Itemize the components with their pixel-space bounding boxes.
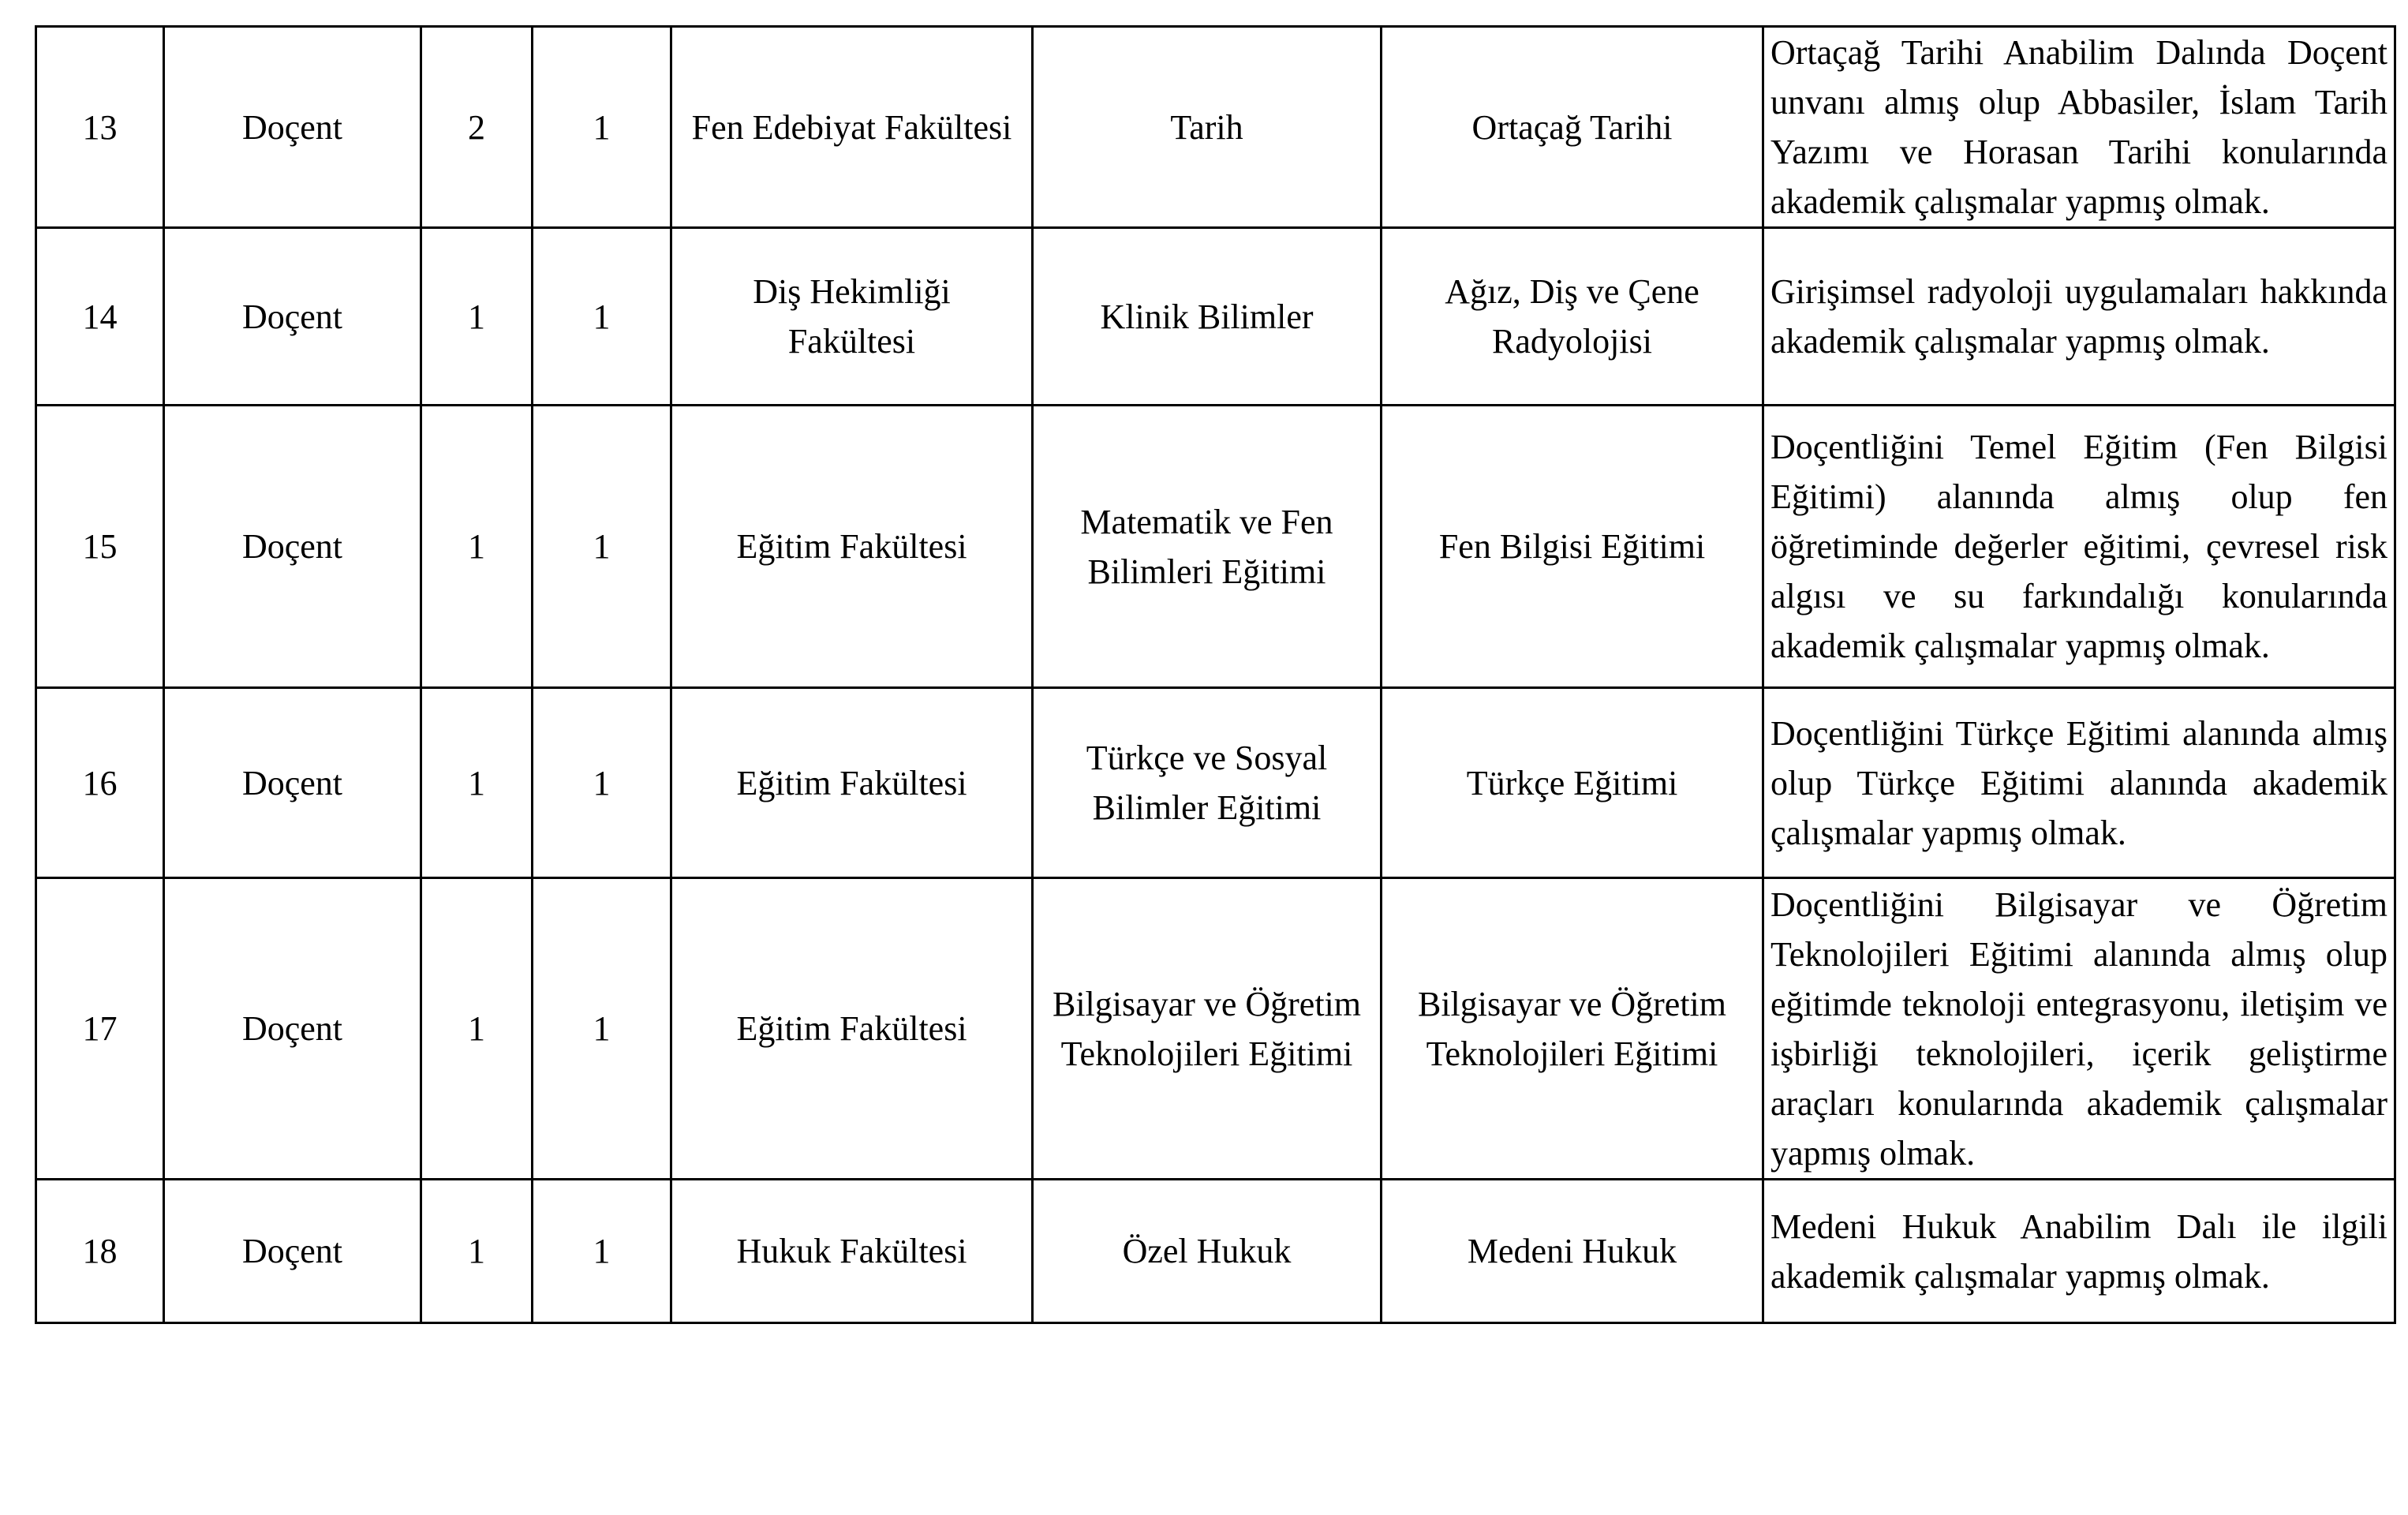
requirements-cell: Doçentliğini Türkçe Eğitimi alanında almış olup Türkçe Eğitimi alanında akademik çalışmalar yapmış olmak.	[1763, 688, 2395, 878]
row-number: 18	[36, 1180, 164, 1323]
department-cell: Klinik Bilimler	[1033, 228, 1382, 406]
staff-positions-table	[35, 25, 2396, 1324]
requirements-cell: Doçentliğini Temel Eğitim (Fen Bilgisi Eğitimi) alanında almış olup fen öğretiminde değerler eğitimi, çevresel risk algısı ve su farkındalığı konularında akademik çalışmalar yapmış olmak.	[1763, 406, 2395, 688]
division-cell: Medeni Hukuk	[1382, 1180, 1763, 1323]
table-row	[36, 228, 2395, 406]
table-row	[36, 27, 2395, 228]
requirements-cell: Ortaçağ Tarihi Anabilim Dalında Doçent unvanı almış olup Abbasiler, İslam Tarih Yazımı ve Horasan Tarihi konularında akademik çalışmalar yapmış olmak.	[1763, 27, 2395, 228]
faculty-cell: Hukuk Fakültesi	[671, 1180, 1033, 1323]
title-cell: Doçent	[164, 1180, 421, 1323]
title-cell: Doçent	[164, 228, 421, 406]
faculty-cell: Eğitim Fakültesi	[671, 688, 1033, 878]
table-row	[36, 688, 2395, 878]
division-cell: Fen Bilgisi Eğitimi	[1382, 406, 1763, 688]
degree-cell: 1	[421, 688, 533, 878]
department-cell: Matematik ve Fen Bilimleri Eğitimi	[1033, 406, 1382, 688]
requirements-cell: Medeni Hukuk Anabilim Dalı ile ilgili akademik çalışmalar yapmış olmak.	[1763, 1180, 2395, 1323]
requirements-cell: Girişimsel radyoloji uygulamaları hakkında akademik çalışmalar yapmış olmak.	[1763, 228, 2395, 406]
degree-cell: 2	[421, 27, 533, 228]
table-row	[36, 1180, 2395, 1323]
degree-cell: 1	[421, 1180, 533, 1323]
division-cell: Ağız, Diş ve Çene Radyolojisi	[1382, 228, 1763, 406]
degree-cell: 1	[421, 228, 533, 406]
degree-cell: 1	[421, 406, 533, 688]
requirements-cell: Doçentliğini Bilgisayar ve Öğretim Teknolojileri Eğitimi alanında almış olup eğitimde teknoloji entegrasyonu, iletişim ve işbirliği teknolojileri, içerik geliştirme araçları konularında akademik çalışmalar yapmış olmak.	[1763, 878, 2395, 1180]
department-cell: Türkçe ve Sosyal Bilimler Eğitimi	[1033, 688, 1382, 878]
division-cell: Bilgisayar ve Öğretim Teknolojileri Eğitimi	[1382, 878, 1763, 1180]
department-cell: Özel Hukuk	[1033, 1180, 1382, 1323]
department-cell: Tarih	[1033, 27, 1382, 228]
faculty-cell: Fen Edebiyat Fakültesi	[671, 27, 1033, 228]
title-cell: Doçent	[164, 688, 421, 878]
count-cell: 1	[533, 228, 671, 406]
faculty-cell: Diş Hekimliği Fakültesi	[671, 228, 1033, 406]
count-cell: 1	[533, 688, 671, 878]
division-cell: Türkçe Eğitimi	[1382, 688, 1763, 878]
count-cell: 1	[533, 406, 671, 688]
title-cell: Doçent	[164, 878, 421, 1180]
degree-cell: 1	[421, 878, 533, 1180]
title-cell: Doçent	[164, 27, 421, 228]
row-number: 16	[36, 688, 164, 878]
title-cell: Doçent	[164, 406, 421, 688]
count-cell: 1	[533, 878, 671, 1180]
table-row	[36, 406, 2395, 688]
count-cell: 1	[533, 27, 671, 228]
table-row	[36, 878, 2395, 1180]
row-number: 17	[36, 878, 164, 1180]
row-number: 14	[36, 228, 164, 406]
department-cell: Bilgisayar ve Öğretim Teknolojileri Eğitimi	[1033, 878, 1382, 1180]
faculty-cell: Eğitim Fakültesi	[671, 406, 1033, 688]
row-number: 13	[36, 27, 164, 228]
count-cell: 1	[533, 1180, 671, 1323]
division-cell: Ortaçağ Tarihi	[1382, 27, 1763, 228]
row-number: 15	[36, 406, 164, 688]
faculty-cell: Eğitim Fakültesi	[671, 878, 1033, 1180]
